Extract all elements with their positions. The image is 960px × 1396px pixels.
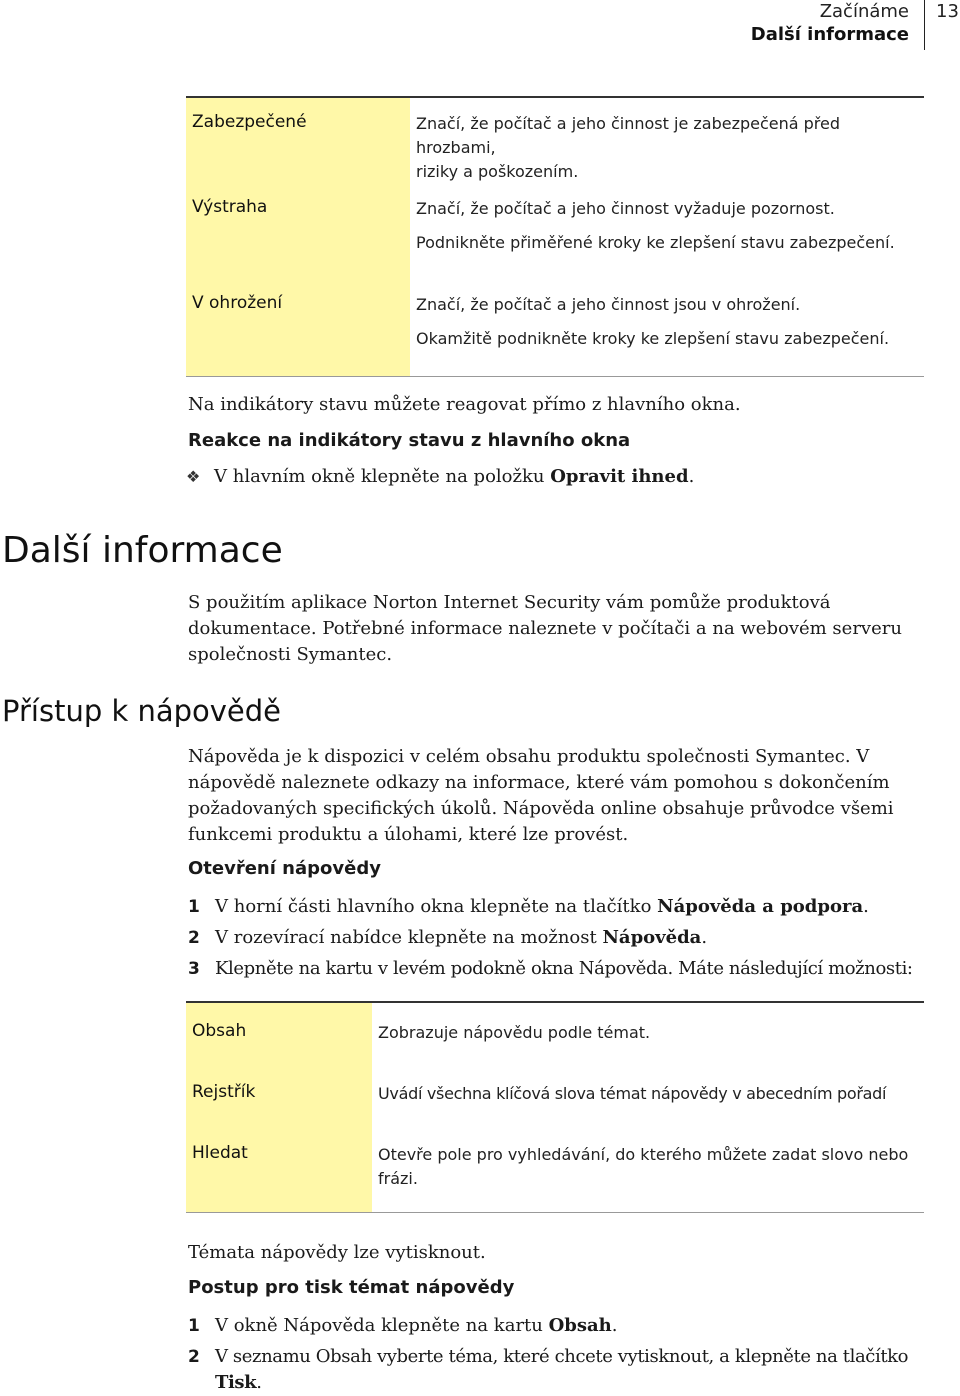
page-number: 13 [936,1,959,22]
printing-intro: Témata nápovědy lze vytisknout. [188,1242,486,1263]
help-tab-description: Otevře pole pro vyhledávání, do kterého můžete zadat slovo nebo frázi. [378,1145,909,1188]
label-column-background [186,98,410,376]
section-title: Další informace [750,24,909,45]
more-info-paragraph: S použitím aplikace Norton Internet Security vám pomůže produktová dokumentace. Potřebné informace naleznete v počítači a na webovém serveru společnosti Symantec. [188,592,902,665]
help-tab-contents: Obsah [192,1021,247,1041]
help-tab-description: Uvádí všechna klíčová slova témat nápovědy v abecedním pořadí [378,1084,887,1103]
section-heading-help-access: Přístup k nápovědě [2,694,282,728]
status-description: Značí, že počítač a jeho činnost jsou v ohrožení. Okamžitě podnikněte kroky ke zlepšení stavu zabezpečení. [416,295,890,348]
status-label-at-risk: V ohrožení [192,293,283,313]
status-description: Značí, že počítač a jeho činnost je zabezpečená před hrozbami, riziky a poškozením. [416,114,841,181]
procedure-title-open-help: Otevření nápovědy [188,858,381,879]
help-tab-description: Zobrazuje nápovědu podle témat. [378,1023,651,1042]
help-tab-search: Hledat [192,1143,248,1163]
status-label-secure: Zabezpečené [192,112,307,132]
help-tab-index: Rejstřík [192,1082,256,1102]
procedure-title-print-help: Postup pro tisk témat nápovědy [188,1277,515,1298]
status-indicator-table [186,96,924,377]
status-label-warning: Výstraha [192,197,268,217]
indicators-intro: Na indikátory stavu můžete reagovat přímo z hlavního okna. [188,394,741,415]
procedure-title-indicators: Reakce na indikátory stavu z hlavního okna [188,430,631,451]
status-description: Značí, že počítač a jeho činnost vyžaduje pozornost. Podnikněte přiměřené kroky ke zlepšení stavu zabezpečení. [416,199,895,252]
fix-now-term: Opravit ihned [550,466,689,487]
help-paragraph: Nápověda je k dispozici v celém obsahu produktu společnosti Symantec. V nápovědě naleznete odkazy na informace, které vám pomohou s dokončením požadovaných specifických úkolů. Nápověda online obsahuje průvodce všemi funkcemi produktu a úlohami, které lze provést. [188,746,894,845]
diamond-bullet-icon: ❖ [186,467,201,486]
bullet-item: ❖ V hlavním okně klepněte na položku Opravit ihned. [186,464,694,490]
chapter-title: Začínáme [819,1,909,22]
help-options-table [186,1001,924,1213]
header-divider [924,0,925,50]
section-heading-more-info: Další informace [2,530,283,571]
